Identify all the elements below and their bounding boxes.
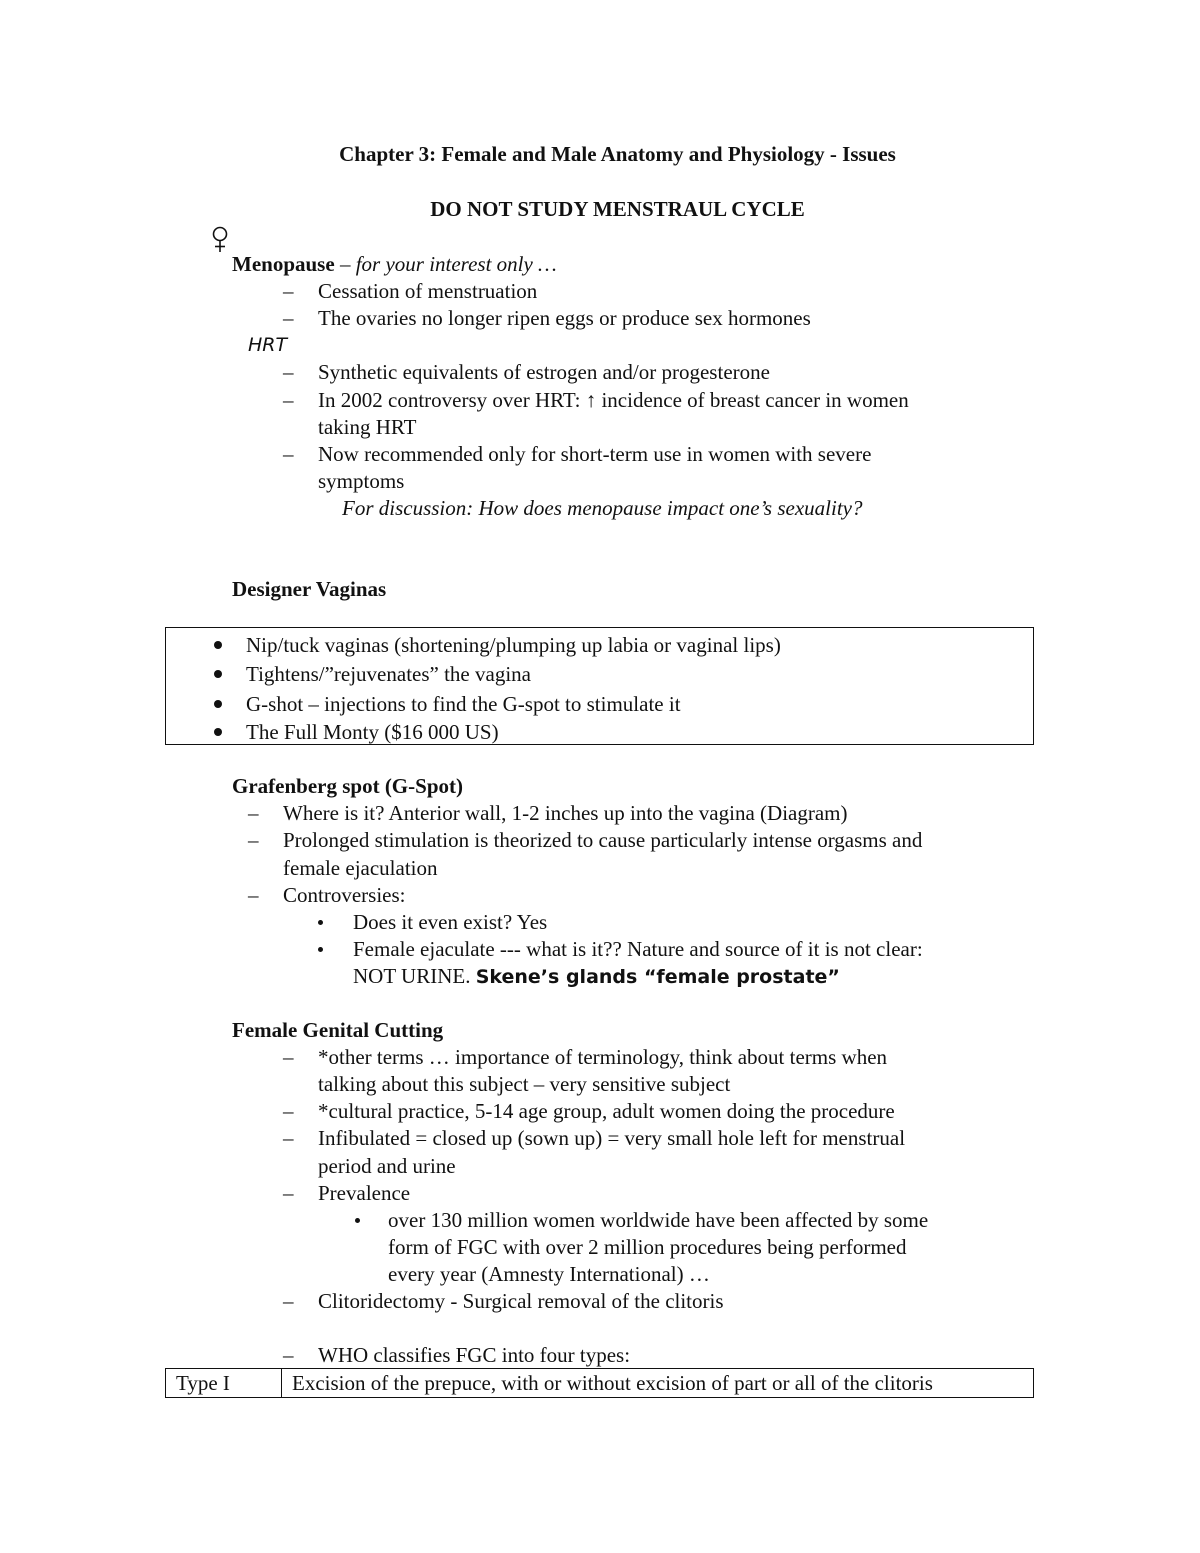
hrt-item: Synthetic equivalents of estrogen and/or progesterone <box>318 360 770 384</box>
dash-marker: – <box>283 442 294 466</box>
gspot-sub-item-continued <box>353 963 840 991</box>
sub-bullet-dot <box>318 920 323 925</box>
menopause-item: Cessation of menstruation <box>318 279 538 303</box>
hrt-item: Now recommended only for short-term use in women with severe <box>318 442 872 466</box>
female-symbol-icon <box>209 225 231 253</box>
not-urine-text: NOT URINE. <box>353 964 476 988</box>
dash-marker: – <box>283 388 294 412</box>
fgc-item-continued: talking about this subject – very sensitive subject <box>318 1072 731 1096</box>
gspot-heading: Grafenberg spot (G-Spot) <box>232 774 463 798</box>
fgc-item: Prevalence <box>318 1181 411 1205</box>
fgc-heading: Female Genital Cutting <box>232 1018 444 1042</box>
bullet-dot <box>214 700 222 708</box>
fgc-item: Clitoridectomy - Surgical removal of the clitoris <box>318 1289 724 1313</box>
dash-marker: – <box>248 828 259 852</box>
menopause-item: The ovaries no longer ripen eggs or produce sex hormones <box>318 306 811 330</box>
notice-heading: DO NOT STUDY MENSTRAUL CYCLE <box>430 197 805 221</box>
sub-bullet-dot <box>318 947 323 952</box>
fgc-item-continued: period and urine <box>318 1154 456 1178</box>
designer-heading: Designer Vaginas <box>232 577 387 601</box>
gspot-item: Where is it? Anterior wall, 1-2 inches up into the vagina (Diagram) <box>283 801 848 825</box>
hrt-item-continued: symptoms <box>318 469 405 493</box>
dash-marker: – <box>283 279 294 303</box>
gspot-item: Controversies: <box>283 883 406 907</box>
dash-marker: – <box>283 1126 294 1150</box>
fgc-types-table <box>165 1368 1034 1398</box>
prevalence-text-continued: every year (Amnesty International) … <box>388 1262 710 1286</box>
dash-marker: – <box>283 1099 294 1123</box>
dash-marker: – <box>283 360 294 384</box>
menopause-heading-line <box>232 251 557 278</box>
skenes-glands-text: Skene’s glands “female prostate” <box>475 966 840 988</box>
dash-marker: – <box>283 1181 294 1205</box>
dash-marker: – <box>248 801 259 825</box>
prevalence-text-continued: form of FGC with over 2 million procedures being performed <box>388 1235 907 1259</box>
gspot-item: Prolonged stimulation is theorized to cause particularly intense orgasms and <box>283 828 923 852</box>
hrt-item-continued: taking HRT <box>318 415 417 439</box>
prevalence-text: over 130 million women worldwide have been affected by some <box>388 1208 929 1232</box>
menopause-heading: Menopause <box>232 252 335 276</box>
designer-item: G-shot – injections to find the G-spot to stimulate it <box>246 692 681 716</box>
gspot-item-continued: female ejaculation <box>283 856 438 880</box>
dash-marker: – <box>283 306 294 330</box>
gspot-sub-item: Does it even exist? Yes <box>353 910 548 934</box>
page-title: Chapter 3: Female and Male Anatomy and Physiology - Issues <box>339 142 896 166</box>
bullet-dot <box>214 728 222 736</box>
hrt-item: In 2002 controversy over HRT: ↑ incidence of breast cancer in women <box>318 388 909 412</box>
fgc-item: *cultural practice, 5-14 age group, adult women doing the procedure <box>318 1099 895 1123</box>
menopause-note: – for your interest only … <box>334 252 557 276</box>
description-cell: Excision of the prepuce, with or without excision of part or all of the clitoris <box>282 1369 1034 1398</box>
dash-marker: – <box>283 1045 294 1069</box>
fgc-item: Infibulated = closed up (sown up) = very small hole left for menstrual <box>318 1126 906 1150</box>
gspot-sub-item: Female ejaculate --- what is it?? Nature and source of it is not clear: <box>353 937 923 961</box>
table-row <box>166 1369 1034 1398</box>
discussion-question: For discussion: How does menopause impact one’s sexuality? <box>342 496 863 520</box>
designer-item: Tightens/”rejuvenates” the vagina <box>246 662 531 686</box>
hrt-label: HRT <box>248 334 288 356</box>
sub-bullet-dot <box>355 1218 360 1223</box>
designer-item: Nip/tuck vaginas (shortening/plumping up labia or vaginal lips) <box>246 633 781 657</box>
bullet-dot <box>214 670 222 678</box>
dash-marker: – <box>283 1343 294 1367</box>
dash-marker: – <box>248 883 259 907</box>
fgc-item: *other terms … importance of terminology, think about terms when <box>318 1045 888 1069</box>
dash-marker: – <box>283 1289 294 1313</box>
bullet-dot <box>214 641 222 649</box>
designer-item: The Full Monty ($16 000 US) <box>246 720 499 744</box>
fgc-item: WHO classifies FGC into four types: <box>318 1343 631 1367</box>
type-cell: Type I <box>166 1369 282 1398</box>
